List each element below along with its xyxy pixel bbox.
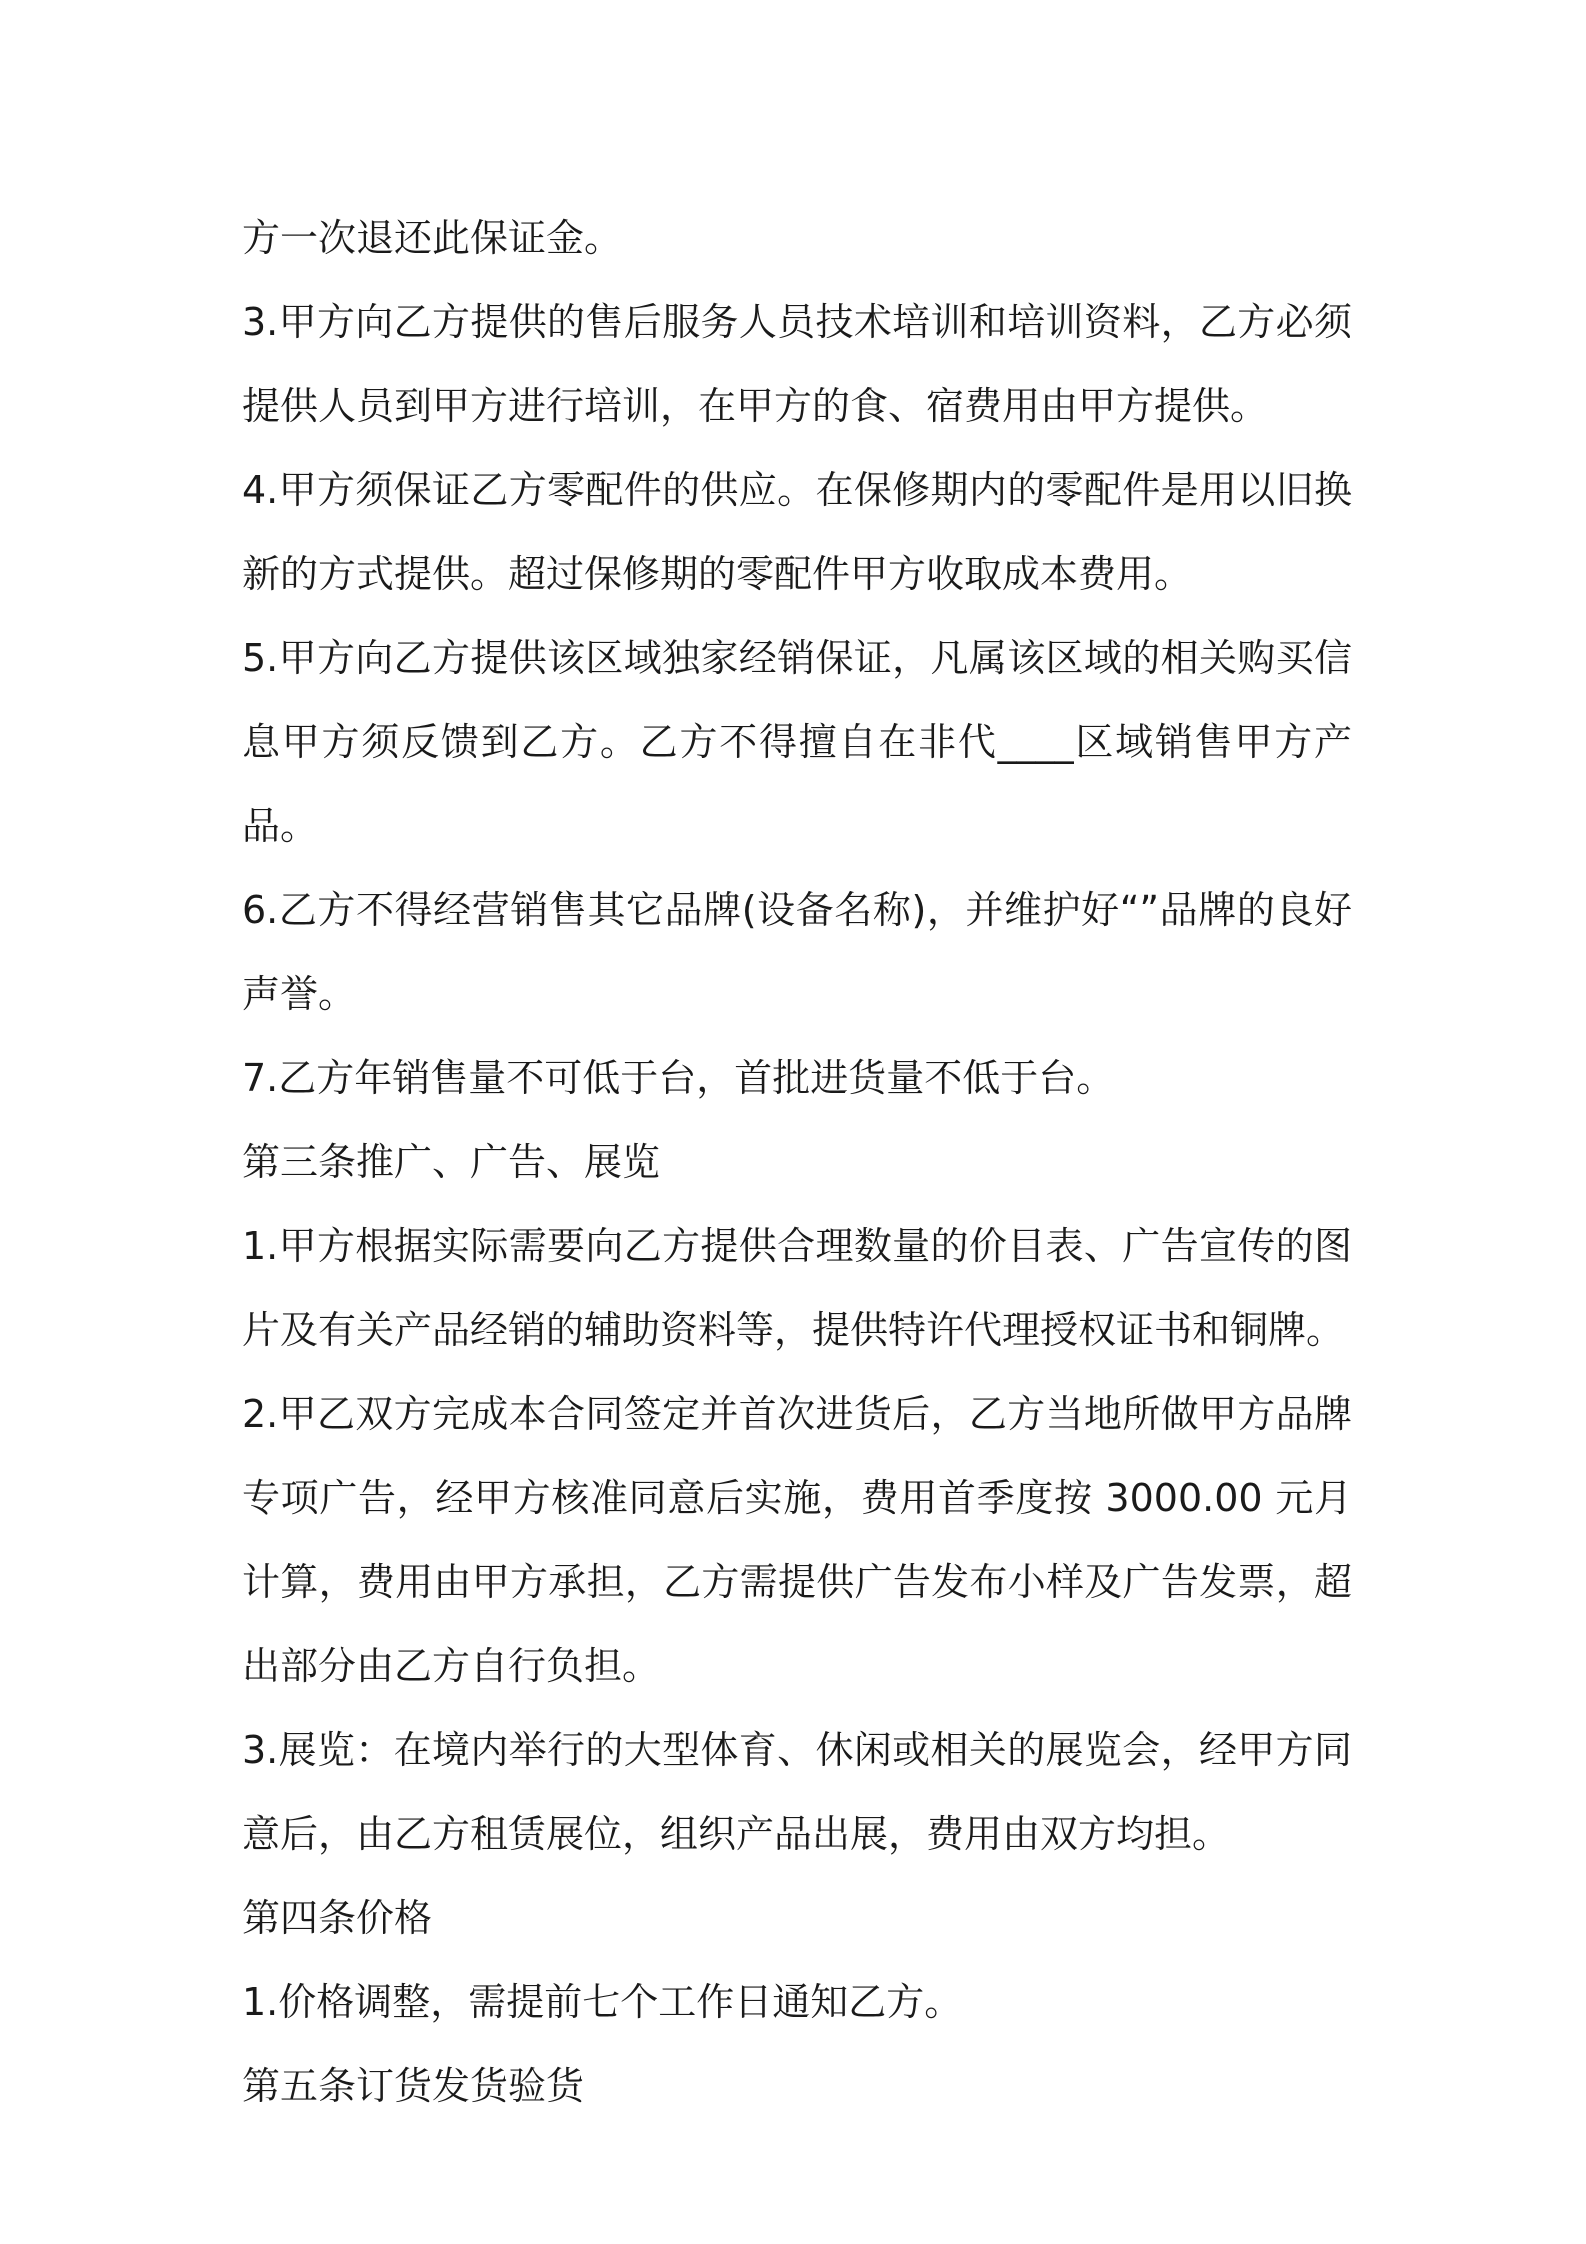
- section-heading-price: 第四条价格: [242, 1896, 433, 1940]
- paragraph-clause-6-brand: 6.乙方不得经营销售其它品牌(设备名称)，并维护好“”品牌的良好声誉。: [242, 888, 1352, 1016]
- paragraph-promotion-2: 2.甲乙双方完成本合同签定并首次进货后，乙方当地所做甲方品牌专项广告，经甲方核准同意后实施，费用首季度按 3000.00 元月计算，费用由甲方承担，乙方需提供广告发布小样及广告发票，超出部分由乙方自行负担。: [242, 1392, 1352, 1688]
- paragraph-price-1: 1.价格调整，需提前七个工作日通知乙方。: [242, 1980, 963, 2024]
- paragraph-clause-4-parts: 4.甲方须保证乙方零配件的供应。在保修期内的零配件是用以旧换新的方式提供。超过保修期的零配件甲方收取成本费用。: [242, 468, 1352, 596]
- paragraph-clause-7-sales: 7.乙方年销售量不可低于台，首批进货量不低于台。: [242, 1056, 1115, 1100]
- paragraph-deposit-refund: 方一次退还此保证金。: [242, 216, 623, 260]
- paragraph-promotion-3: 3.展览：在境内举行的大型体育、休闲或相关的展览会，经甲方同意后，由乙方租赁展位，组织产品出展，费用由双方均担。: [242, 1728, 1352, 1856]
- paragraph-clause-3-training: 3.甲方向乙方提供的售后服务人员技术培训和培训资料，乙方必须提供人员到甲方进行培训，在甲方的食、宿费用由甲方提供。: [242, 300, 1352, 428]
- section-heading-ordering: 第五条订货发货验货: [242, 2064, 585, 2108]
- document-body: [242, 196, 1352, 2128]
- section-heading-promotion: 第三条推广、广告、展览: [242, 1140, 661, 1184]
- paragraph-clause-5-exclusive: 5.甲方向乙方提供该区域独家经销保证，凡属该区域的相关购买信息甲方须反馈到乙方。乙方不得擅自在非代____区域销售甲方产品。: [242, 636, 1352, 848]
- paragraph-promotion-1: 1.甲方根据实际需要向乙方提供合理数量的价目表、广告宣传的图片及有关产品经销的辅助资料等，提供特许代理授权证书和铜牌。: [242, 1224, 1352, 1352]
